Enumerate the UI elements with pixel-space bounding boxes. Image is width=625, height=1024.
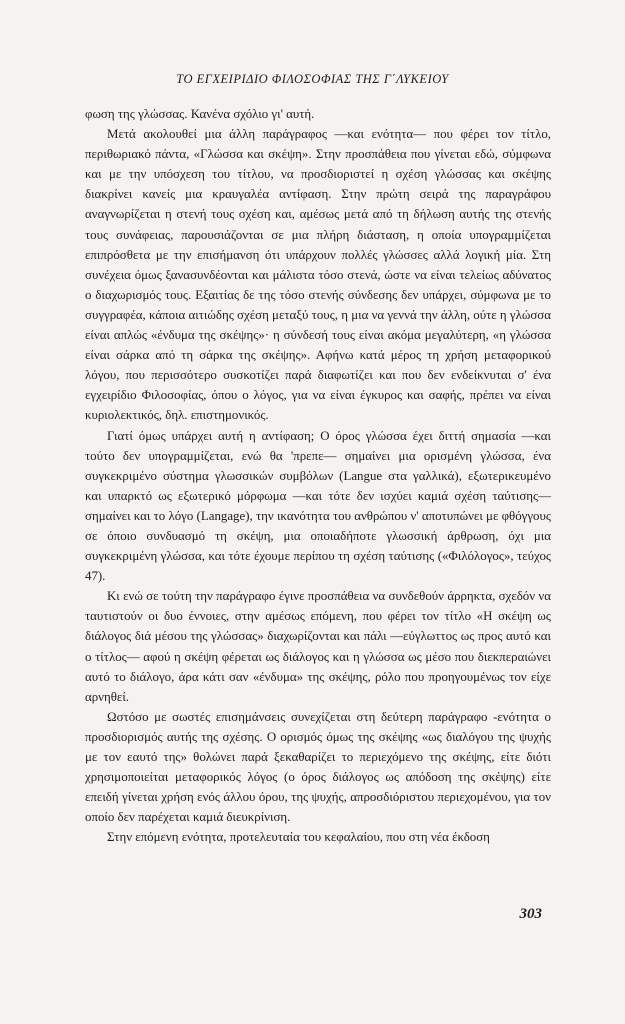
paragraph: Ωστόσο με σωστές επισημάνσεις συνεχίζεται στη δεύτερη παράγραφο -ενότητα ο προσδιορισμός αυτής της σχέσης. Ο ορισμός όμως της σκέψης «ως διαλόγου της ψυχής με τον εαυτό της» θολώνει παρά ξεκαθαρίζει το περιεχόμενο της σκέψης, είτε διότι χρησιμοποιείται μεταφορικός λόγος (ο όρος διάλογος ως απόδοση της σκέψης) είτε επειδή γίνεται χρήση ενός άλλου όρου, της ψυχής, απροσδιόριστου περιεχομένου, για τον οποίο δεν παρέχεται καμιά διευκρίνιση. [85, 709, 551, 825]
paragraph-continuation: φωση της γλώσσας. Κανένα σχόλιο γι' αυτή. [85, 107, 315, 121]
paragraph: Γιατί όμως υπάρχει αυτή η αντίφαση; Ο όρος γλώσσα έχει διττή σημασία —και τούτο δεν υπογραμμίζεται, ενώ θα 'πρεπε— σημαίνει μια ορισμένη γλώσσα, ένα συγκεκριμένο σύστημα γλωσσικών συμβόλων (Langue στα γαλλικά), εξωτερικευμένο και υπαρκτό ως εξωτερικό μόρφωμα —και τότε δεν ισχύει καμιά σχέση ταύτισης— σημαίνει και το λόγο (Langage), την ικανότητα του ανθρώπου ν' αποτυπώνει με φθόγγους σε όποιο συνδυασμό τη σκέψη, μια οποιαδήποτε γλωσσική άρθρωση, όχι μια συγκεκριμένη γλώσσα, και τότε έχουμε περίπου τη σχέση ταύτισης («Φιλόλογος», τεύχος 47). [85, 428, 551, 584]
paragraph: Μετά ακολουθεί μια άλλη παράγραφος —και ενότητα— που φέρει τον τίτλο, περιθωριακό πάντα, «Γλώσσα και σκέψη». Στην προσπάθεια που γίνεται εδώ, σύμφωνα και με την υπόσχεση του τίτλου, να προσδιοριστεί η σχέση γλώσσας και σκέψης διακρίνει κανείς μια κραυγαλέα αντίφαση. Στην πρώτη σειρά της παραγράφου αναγνωρίζεται η στενή τους σχέση και, αμέσως μετά από τη δήλωση αυτής της στενής τους συνάφειας, παρουσιάζονται σε μια πλήρη διάσταση, η οποία υπογραμμίζεται επιπρόσθετα με την επισήμανση ότι υπάρχουν πολλές γλώσσες αλλά λογική μία. Στη συνέχεια όμως ξανασυνδέονται και μάλιστα τόσο στενά, ώστε να είναι τελείως αδύνατος ο διαχωρισμός τους. Εξαιτίας δε της τόσο στενής σύνδεσης δεν υπάρχει, σύμφωνα με το συγγραφέα, κάποια αιτιώδης σχέση μεταξύ τους, η μια να γεννά την άλλη, ούτε η γλώσσα είναι απλώς «ένδυμα της σκέψης»· η σύνδεσή τους είναι ακόμα μεγαλύτερη, «η γλώσσα είναι σάρκα από τη σάρκα της σκέψης». Αφήνω κατά μέρος τη χρήση μεταφορικού λόγου, που περισσότερο συσκοτίζει παρά διαφωτίζει και που δεν ενδείκνυται σ' ένα εγχειρίδιο Φιλοσοφίας, όπου ο λόγος, για να είναι έγκυρος και σαφής, πρέπει να είναι κυριολεκτικός, δηλ. επιστημονικός. [85, 127, 551, 423]
paragraph: Στην επόμενη ενότητα, προτελευταία του κεφαλαίου, που στη νέα έκδοση [107, 830, 490, 845]
running-header: ΤΟ ΕΓΧΕΙΡΙΔΙΟ ΦΙΛΟΣΟΦΙΑΣ ΤΗΣ Γ΄ΛΥΚΕΙΟΥ [176, 72, 449, 86]
body-text [85, 104, 551, 847]
paragraph: Κι ενώ σε τούτη την παράγραφο έγινε προσπάθεια να συνδεθούν άρρηκτα, σχεδόν να ταυτιστούν οι δυο έννοιες, στην αμέσως επόμενη, που φέρει τον τίτλο «Η σκέψη ως διάλογος διά μέσου της γλώσσας» διαχωρίζονται και πάλι —εύγλωττος ως προς αυτό και ο τίτλος— αφού η σκέψη φέρεται ως διάλογος και η γλώσσα ως μέσο που διεκπεραιώνει αυτό το διάλογο, άρα κάτι σαν «ένδυμα» της σκέψης, ρόλο που προηγουμένως τον είχε αρνηθεί. [85, 589, 551, 704]
page-number: 303 [519, 906, 542, 922]
